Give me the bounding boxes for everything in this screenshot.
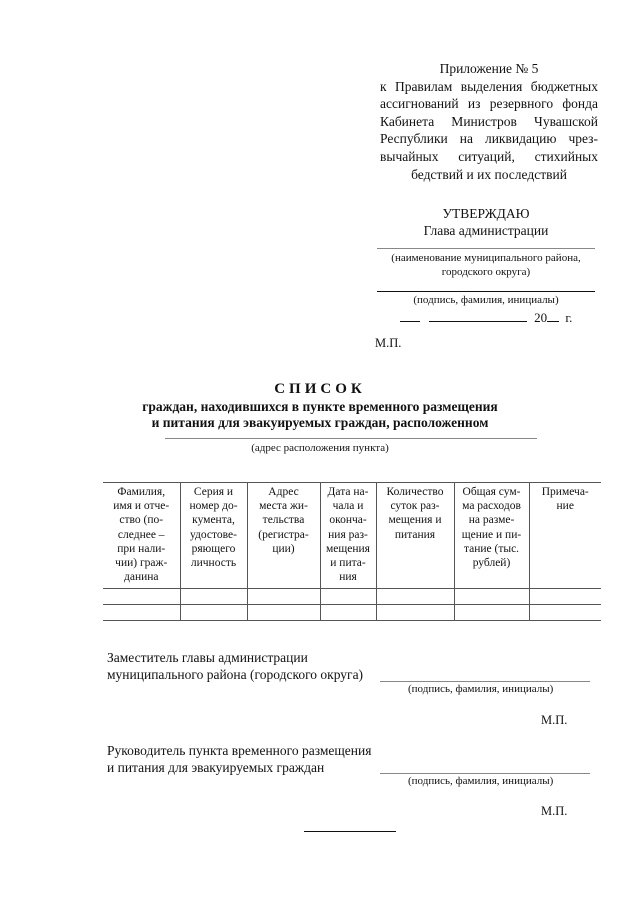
appendix-line: ассигнований из резервного фонда bbox=[380, 96, 598, 112]
date-year-prefix: 20 bbox=[534, 310, 548, 325]
document-title: СПИСОК bbox=[274, 381, 366, 397]
table-header-row bbox=[103, 483, 601, 589]
table-cell bbox=[376, 605, 454, 621]
header-document: Серия и номер до- кумента, удостове- ряющего личность bbox=[180, 483, 247, 589]
head-sign-caption: (подпись, фамилия, инициалы) bbox=[408, 775, 554, 787]
header-address: Адрес места жи- тельства (регистра- ции) bbox=[247, 483, 320, 589]
table-cell bbox=[320, 589, 376, 605]
appendix-line: Приложение № 5 bbox=[439, 61, 539, 76]
approval-sign-caption: (подпись, фамилия, инициалы) bbox=[413, 294, 559, 306]
document-subtitle-1: граждан, находившихся в пункте временного размещения bbox=[142, 399, 498, 414]
header-dates: Дата на- чала и оконча- ния раз- мещения и пита- ния bbox=[320, 483, 376, 589]
deputy-title-line-2: муниципального района (городского округа) bbox=[107, 667, 364, 682]
table-cell bbox=[376, 589, 454, 605]
approval-name-line bbox=[377, 248, 595, 249]
citizens-table bbox=[103, 482, 601, 621]
appendix-line: к Правилам выделения бюджетных bbox=[380, 78, 598, 94]
table-cell bbox=[247, 605, 320, 621]
approval-name-caption-1: (наименование муниципального района, bbox=[391, 252, 581, 264]
appendix-line: бедствий и их последствий bbox=[411, 166, 567, 182]
date-year-suffix: г. bbox=[565, 310, 573, 325]
approval-sign-line bbox=[377, 291, 595, 292]
end-rule bbox=[304, 831, 396, 832]
table-row bbox=[103, 589, 601, 605]
document-subtitle-2: и питания для эвакуируемых граждан, расположенном bbox=[151, 415, 489, 430]
approval-heading: УТВЕРЖДАЮ bbox=[442, 206, 530, 221]
table-cell bbox=[103, 589, 180, 605]
deputy-title-line-1: Заместитель главы администрации bbox=[107, 650, 308, 665]
appendix-line: Кабинета Министров Чувашской bbox=[380, 113, 598, 129]
table-cell bbox=[180, 589, 247, 605]
table-cell bbox=[247, 589, 320, 605]
table-row bbox=[103, 605, 601, 621]
address-caption: (адрес расположения пункта) bbox=[251, 442, 389, 454]
date-year-blank bbox=[547, 309, 559, 322]
header-note: Примеча- ние bbox=[529, 483, 601, 589]
header-full-name: Фамилия, имя и отче- ство (по- следнее – при нали- чии) граж- данина bbox=[103, 483, 180, 589]
approval-date bbox=[375, 309, 597, 326]
table-cell bbox=[320, 605, 376, 621]
table-cell bbox=[180, 605, 247, 621]
header-days-count: Количество суток раз- мещения и питания bbox=[376, 483, 454, 589]
deputy-sign-line bbox=[380, 681, 590, 682]
table-cell bbox=[454, 589, 529, 605]
table-cell bbox=[529, 589, 601, 605]
approval-position: Глава администрации bbox=[423, 223, 549, 238]
table-cell bbox=[103, 605, 180, 621]
approval-block bbox=[375, 205, 597, 326]
date-month-blank bbox=[429, 309, 527, 322]
head-title-line-1: Руководитель пункта временного размещения bbox=[107, 743, 372, 758]
appendix-reference bbox=[380, 60, 598, 183]
date-day-blank bbox=[400, 309, 420, 322]
deputy-sign-caption: (подпись, фамилия, инициалы) bbox=[408, 683, 554, 695]
appendix-line: вычайных ситуаций, стихийных bbox=[380, 148, 598, 164]
table-cell bbox=[454, 605, 529, 621]
approval-name-caption-2: городского округа) bbox=[441, 266, 531, 278]
approval-stamp: М.П. bbox=[375, 336, 402, 350]
table-cell bbox=[529, 605, 601, 621]
header-total-cost: Общая сум- ма расходов на разме- щение и пи- тание (тыс. рублей) bbox=[454, 483, 529, 589]
deputy-stamp: М.П. bbox=[541, 713, 568, 727]
head-title-line-2: и питания для эвакуируемых граждан bbox=[107, 760, 325, 775]
head-stamp: М.П. bbox=[541, 804, 568, 818]
appendix-line: Республики на ликвидацию чрез- bbox=[380, 131, 598, 147]
address-line bbox=[165, 438, 537, 439]
head-sign-line bbox=[380, 773, 590, 774]
